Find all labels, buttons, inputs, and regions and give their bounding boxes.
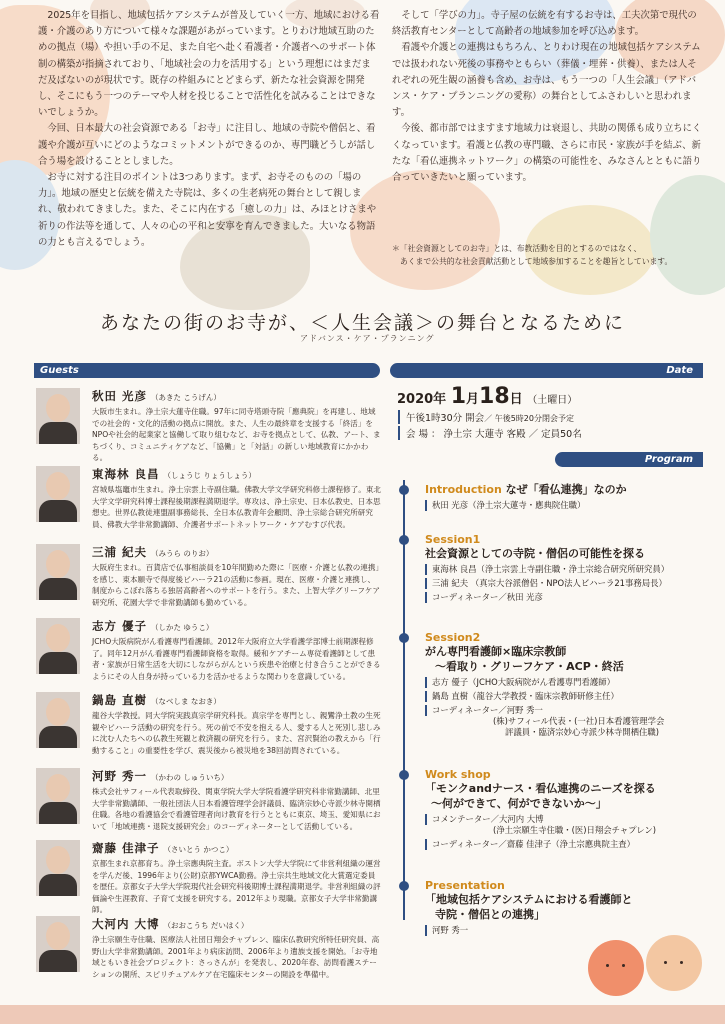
program-speaker: 秋田 光彦（浄土宗大蓮寺・應典院住職）	[425, 500, 710, 511]
program-label: Session2	[425, 631, 481, 644]
program-title: 「モンクandナース・看仏連携のニーズを探る	[425, 782, 656, 795]
program-session2	[425, 631, 710, 738]
guest-photo	[36, 916, 80, 972]
headline-ruby: アドバンス・ケア・プランニング	[300, 334, 435, 343]
guest-bio: 浄土宗願生寺住職、医療法人社団日翔会チャプレン、臨床仏教研究所特任研究員、高野山大学非常勤講師。2001年より病床訪問、2006年より遺族支援を開始。「お寺地域ともいき社会プロジェクト：さっさんが」を発表し、2020年春、訪問看護ステーションの開所、スピリチュアルケア在宅臨床センターの開設を準備中。	[92, 935, 380, 979]
intro-left-column	[38, 8, 380, 251]
event-time: 午後1時30分 開会／ 午後5時20分閉会予定	[398, 410, 574, 424]
intro-paragraph: そして「学びの力」。寺子屋の伝統を有するお寺は、工夫次第で現代の終活教育センターとして高齢者の地域参加を呼び込めます。	[392, 10, 697, 38]
footnote	[392, 242, 712, 268]
event-venue: 会 場 ： 浄土宗 大蓮寺 客殿 ／ 定員50名	[398, 426, 582, 440]
program-speaker: 三浦 紀夫 （真宗大谷派僧侶・NPO法人ビハーラ21事務局長）	[425, 578, 710, 589]
intro-right-column	[392, 8, 704, 186]
program-label: Session1	[425, 533, 481, 546]
program-coordinator-affiliation: (株)サフィール代表・(一社)日本看護管理学会	[493, 716, 665, 726]
faces-illustration	[588, 930, 708, 1015]
bottom-decor-band	[0, 1005, 725, 1024]
program-session1	[425, 533, 710, 603]
program-coordinator: コーディネーター／河野 秀一	[425, 705, 710, 716]
program-speaker: 東海林 良昌（浄土宗雲上寺副住職・浄土宗総合研究所研究員）	[425, 564, 710, 575]
guest-bio: JCHO大阪病院がん看護専門看護師。2012年大阪府立大学看護学部博士前期課程修了。同年12月がん看護専門看護師資格を取得。緩和ケアチーム専従看護師として患者・家族が日常生活を大切にしながらがんという疾患や治療と付き合うことができるようにその人自身が持っている力を活かせるような関わりを意識している。	[92, 637, 381, 681]
monk-face-icon	[646, 935, 702, 991]
program-speaker: 鍋島 直樹（龍谷大学教授・臨床宗教師研修主任）	[425, 691, 710, 702]
guest-photo	[36, 840, 80, 896]
guest-photo	[36, 618, 80, 674]
guest-bio: 京都生まれ京都育ち。浄土宗應典院主査。ボストン大学大学院にて非営利組織の運営を学んだ後、1996年より(公財)京都YWCA勤務。浄土宗共生地域文化大賞選定委員を歴任。京都女子大学大学院現代社会研究科後期博士課程満期退学。非営利組織の評価論や生涯教育、子育て支援を研究する。2012年より現職。京都女子大学非常勤講師。	[92, 859, 381, 915]
guest-photo	[36, 768, 80, 824]
guest-name: 東海林 良昌 （しょうじ りょうしょう）	[92, 467, 256, 481]
program-timeline	[403, 480, 405, 920]
footnote-line: ＊「社会資源としてのお寺」とは、布教活動を目的とするのではなく、	[392, 244, 642, 253]
program-coordinator-affiliation: 評議員・臨済宗妙心寺派少林寺開栖住職)	[505, 727, 660, 737]
guest-name: 志方 優子 （しかた ゆうこ）	[92, 619, 214, 633]
program-presentation	[425, 879, 710, 936]
program-coordinator: コーディネーター／齋藤 佳津子（浄土宗應典院主査）	[425, 839, 710, 850]
guest-name: 鍋島 直樹 （なべしま なおき）	[92, 693, 221, 707]
guest-bio: 大阪市生まれ。浄土宗大蓮寺住職。97年に同寺塔頭寺院「應典院」を再建し、地域での社会的・文化的活動の拠点に開放。また、人生の最終章を支援する「終活」をNPOや社会的起業家と協働して取り組むなど、お寺を拠点として、仏教、アート、まちづくり、コミュニティケアなど、「協働」と「対話」の新しい地域教育にかかわる。	[92, 407, 381, 463]
program-title: なぜ「看仏連携」なのか	[505, 483, 627, 496]
program-subtitle: 〜何ができて、何ができないか〜」	[431, 797, 607, 810]
program-speaker: 河野 秀一	[425, 925, 710, 936]
program-title: 「地域包括ケアシステムにおける看護師と	[425, 893, 633, 906]
guest-name: 大河内 大博 （おおこうち だいはく）	[92, 917, 249, 931]
guest-photo	[36, 466, 80, 522]
guest-name: 三浦 紀夫 （みうら のりお）	[92, 545, 214, 559]
program-section-bar: Program	[555, 452, 703, 467]
timeline-dot	[399, 633, 409, 643]
footnote-line: あくまで公共的な社会貢献活動として地域参加することを趣旨としています。	[400, 257, 673, 266]
timeline-dot	[399, 535, 409, 545]
main-headline: あなたの街のお寺が、＜人生会議＞の舞台となるために	[99, 312, 625, 334]
timeline-dot	[399, 485, 409, 495]
program-coordinator: コーディネーター／秋田 光彦	[425, 592, 710, 603]
guest-photo	[36, 388, 80, 444]
program-subtitle: 寺院・僧侶との連携」	[435, 908, 545, 921]
intro-paragraph: 今回、日本最大の社会資源である「お寺」に注目し、地域の寺院や僧侶と、看護や介護が互いにどのようなコミットメントができるのか、専門職どうしが話し合う場を設けることとしました。	[38, 123, 376, 167]
event-date: 2020年 1月18日 （土曜日）	[397, 384, 578, 409]
program-speaker: 志方 優子（JCHO大阪病院がん看護専門看護師）	[425, 677, 710, 688]
intro-paragraph: 看護や介護との連携はもちろん、とりわけ現在の地域包括ケアシステムでは扱われない死後の事務やともらい（葬儀・埋葬・供養）、または人それぞれの死生観の涵養も含め、お寺は、もう一つの「人生会議」（アドバンス・ケア・プランニングの愛称）の舞台としてふさわしいと思われます。	[392, 42, 701, 119]
program-commentator-affiliation: (浄土宗願生寺住職・(医)日翔会チャプレン)	[493, 825, 657, 835]
guest-bio: 龍谷大学教授。同大学院実践真宗学研究科長。真宗学を専門とし、親鸞浄土教の生死観やビハーラ活動の研究を行う。死の前で不安を抱える人、愛する人と死別し悲しみに沈む人たちへの仏教生死観と救済観の研究を行う。また、宮沢賢治の教えから「行動すること」の重要性を学び、震災後から被災地を38回訪問されている。	[92, 711, 381, 755]
program-label: Presentation	[425, 879, 505, 892]
program-introduction	[425, 482, 710, 511]
intro-paragraph: 2025年を目指し、地域包括ケアシステムが普及していく一方、地域における看護・介護のあり方について様々な課題があがっています。とりわけ地域互助のための拠点（場）や担い手の不足、また自宅へ赴く看護者・介護者へのサポート体制の構築が指摘されており、「地域社会の力を活用する」という理想にはまだまだ及ばないのが現状です。既存の枠組みにとどまらず、新たな社会資源を開発し、そこにもう一つのテーマや人材を投じることで活性化を試みることはできないでしょうか。	[38, 10, 380, 119]
date-section-bar: Date	[390, 363, 703, 378]
program-label: Introduction	[425, 483, 502, 496]
timeline-dot	[399, 881, 409, 891]
program-title: 社会資源としての寺院・僧侶の可能性を探る	[425, 547, 645, 560]
program-commentator: コメンテーター／大河内 大博	[425, 814, 710, 825]
intro-paragraph: 今後、都市部ではますます地域力は衰退し、共助の関係も成り立ちにくくなっています。看護と仏教の専門職、さらに市民・家族が手を結ぶ、新たな「看仏連携ネットワーク」の構築の可能性を、みなさんとともに語り合っていきたいと願っています。	[392, 123, 702, 184]
program-label: Work shop	[425, 768, 491, 781]
program-workshop	[425, 768, 710, 850]
guest-bio: 株式会社サフィール代表取締役、関東学院大学大学院看護学研究科非常勤講師、北里大学非常勤講師、一般社団法人日本看護管理学会評議員、臨済宗妙心寺派少林寺開栖住職。各地の看護協会で看護管理者向け教育を行うとともに東京、埼玉、愛知県において「地域連携・退院支援研究会」のコーディネーターとして活動している。	[92, 787, 381, 831]
guests-section-bar: Guests	[34, 363, 380, 378]
nurse-face-icon	[588, 940, 644, 996]
guest-name: 秋田 光彦 （あきた こうげん）	[92, 389, 221, 403]
decor-blob	[650, 175, 725, 295]
timeline-dot	[399, 770, 409, 780]
guest-photo	[36, 544, 80, 600]
intro-paragraph: お寺に対する注目のポイントは3つあります。まず、お寺そのものの「場の力」。地域の歴史と伝統を備えた寺院は、多くの生老病死の舞台として親しまれ、敬われてきました。また、そこに内在する「癒しの力」は、みほとけさまや祈りの作法等を通して、人々の心の平和と安寧を育んできました。大いなる物語の力とも言えるでしょう。	[38, 172, 377, 248]
guest-bio: 宮城県塩竈市生まれ。浄土宗雲上寺副住職。佛教大学文学研究科修士課程修了。東北大学文学研究科博士課程後期課程満期退学。専攻は、浄土宗史、日本仏教史、日本思想史。世界仏教徒連盟副事務総長、全日本仏教青年会顧問、浄土宗総合研究所研究員、佛教大学非常勤講師、介護者サポートネットワーク・ケアむすび代表。	[92, 485, 382, 529]
guest-photo	[36, 692, 80, 748]
guest-name: 齋藤 佳津子 （さいとう かつこ）	[92, 841, 234, 855]
program-title: がん専門看護師×臨床宗教師	[425, 645, 567, 658]
guest-bio: 大阪府生まれ。百貨店で仏事相談員を10年間勤めた際に「医療・介護と仏教の連携」を感じ、東本願寺で得度後ビハーラ21の活動に参画。現在、医療・介護と連携し、制度からこぼれ落ちる独居高齢者へのサポートを行う。また、上智大学グリーフケア研究所、花園大学で非常勤講師も勤めている。	[92, 563, 380, 607]
program-subtitle: 〜看取り・グリーフケア・ACP・終活	[435, 660, 624, 673]
guest-name: 河野 秀一 （かわの しゅういち）	[92, 769, 229, 783]
